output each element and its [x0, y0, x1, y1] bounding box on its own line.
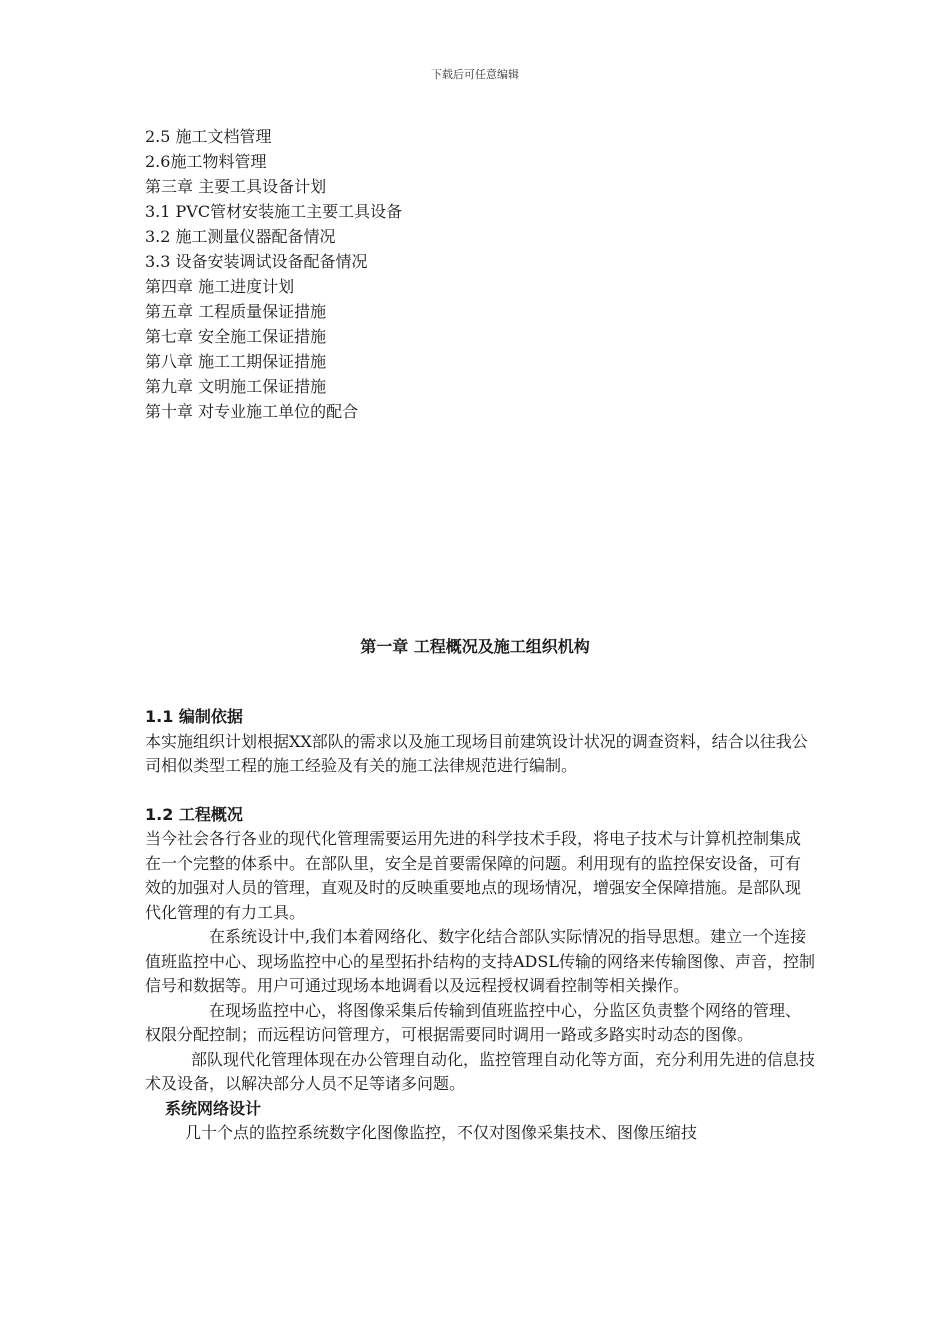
paragraph: 本实施组织计划根据XX部队的需求以及施工现场目前建筑设计状况的调查资料，结合以往我公司相似类型工程的施工经验及有关的施工法律规范进行编制。 [145, 731, 808, 775]
table-of-contents [145, 124, 402, 424]
page-header-note: 下载后可任意编辑 [431, 68, 519, 81]
toc-item: 第九章 文明施工保证措施 [145, 377, 327, 396]
toc-item: 第三章 主要工具设备计划 [145, 177, 327, 196]
toc-item: 第八章 施工工期保证措施 [145, 352, 327, 371]
paragraph: 几十个点的监控系统数字化图像监控，不仅对图像采集技术、图像压缩技 [185, 1123, 698, 1142]
section-title-1-1: 1.1 编制依据 [145, 707, 243, 726]
toc-item: 第五章 工程质量保证措施 [145, 302, 327, 321]
paragraph: 在现场监控中心，将图像采集后传输到值班监控中心，分监区负责整个网络的管理、权限分配控制；而远程访问管理方，可根据需要同时调用一路或多路实时动态的图像。 [145, 1000, 802, 1044]
toc-item: 3.2 施工测量仪器配备情况 [145, 227, 336, 246]
paragraph: 部队现代化管理体现在办公管理自动化，监控管理自动化等方面，充分利用先进的信息技术及设备，以解决部分人员不足等诸多问题。 [145, 1049, 816, 1093]
toc-item: 2.6施工物料管理 [145, 152, 267, 171]
toc-item: 3.1 PVC管材安装施工主要工具设备 [145, 202, 403, 221]
document-body [145, 705, 815, 1146]
toc-item: 第十章 对专业施工单位的配合 [145, 402, 359, 421]
chapter-title: 第一章 工程概况及施工组织机构 [360, 637, 590, 656]
toc-item: 第七章 安全施工保证措施 [145, 327, 327, 346]
paragraph: 在系统设计中,我们本着网络化、数字化结合部队实际情况的指导思想。建立一个连接值班监控中心、现场监控中心的星型拓扑结构的支持ADSL传输的网络来传输图像、声音，控制信号和数据等。用户可通过现场本地调看以及远程授权调看控制等相关操作。 [145, 927, 815, 995]
toc-item: 3.3 设备安装调试设备配备情况 [145, 252, 368, 271]
section-title-1-2: 1.2 工程概况 [145, 804, 243, 824]
spacer [145, 779, 815, 803]
paragraph: 当今社会各行各业的现代化管理需要运用先进的科学技术手段，将电子技术与计算机控制集成在一个完整的体系中。在部队里，安全是首要需保障的问题。利用现有的监控保安设备，可有效的加强对人员的管理，直观及时的反映重要地点的现场情况，增强安全保障措施。是部队现代化管理的有力工具。 [145, 829, 802, 922]
subsection-title: 系统网络设计 [165, 1098, 262, 1118]
toc-item: 2.5 施工文档管理 [145, 127, 272, 146]
toc-item: 第四章 施工进度计划 [145, 277, 295, 296]
